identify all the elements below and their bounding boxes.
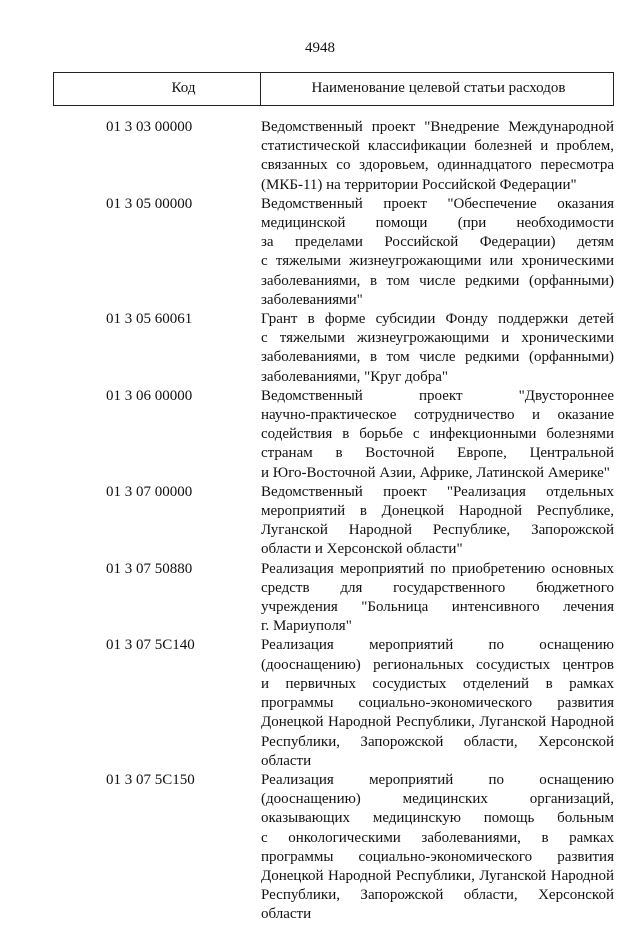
row-name-line: Республики, Запорожской области, Херсонской: [261, 733, 614, 750]
row-name-line: программы социально-экономического развития: [261, 695, 614, 712]
row-name: [258, 195, 614, 310]
row-name-line: заболеваниями": [261, 291, 363, 308]
row-name-line: области и Херсонской области": [261, 541, 463, 558]
row-name-line: (дооснащению) медицинских организаций,: [261, 791, 614, 808]
table-body: [53, 118, 614, 925]
row-code: 01 3 06 00000: [106, 387, 193, 404]
row-name-line: области: [261, 906, 312, 923]
row-name-line: Реализация мероприятий по приобретению основных: [261, 560, 614, 577]
row-name-line: заболеваниями, в том числе редкими (орфанными): [261, 272, 614, 289]
row-name-line: Луганской Народной Республике, Запорожской: [261, 522, 614, 539]
table-header: [53, 72, 614, 106]
table-row: [53, 483, 614, 560]
row-name-line: Республики, Запорожской области, Херсонской: [261, 887, 614, 904]
row-name-line: Ведомственный проект "Реализация отдельных: [261, 483, 614, 500]
row-name-line: с тяжелыми жизнеугрожающими или хроническими: [261, 253, 614, 270]
row-name-line: г. Мариуполя": [261, 618, 352, 635]
row-name-line: за пределами Российской Федерации) детям: [261, 234, 614, 251]
row-name-line: Грант в форме субсидии Фонду поддержки детей: [261, 311, 614, 328]
row-name: [258, 636, 614, 770]
row-code: 01 3 07 5С150: [106, 771, 195, 788]
row-name-line: с тяжелыми жизнеугрожающими и хроническими: [261, 330, 614, 347]
row-name-line: Реализация мероприятий по оснащению: [261, 771, 614, 788]
row-name-line: содействия в борьбе с инфекционными болезнями: [261, 426, 614, 443]
table-row: [53, 310, 614, 387]
row-code: 01 3 07 50880: [106, 560, 193, 577]
table-row: [53, 560, 614, 637]
row-name-line: Донецкой Народной Республики, Луганской Народной: [261, 867, 614, 884]
row-code: 01 3 07 00000: [106, 483, 193, 500]
row-name: [258, 560, 614, 637]
row-name-line: медицинской помощи (при необходимости: [261, 215, 614, 232]
row-name-line: связанных со здоровьем, одиннадцатого пересмотра: [261, 157, 614, 174]
row-name-line: научно-практическое сотрудничество и оказание: [261, 407, 614, 424]
row-name-line: с онкологическими заболеваниями, в рамках: [261, 829, 614, 846]
column-header-code: Код: [54, 73, 261, 105]
row-name-line: учреждения "Больница интенсивного лечения: [261, 599, 614, 616]
row-name-line: Ведомственный проект "Обеспечение оказания: [261, 195, 614, 212]
table-row: [53, 118, 614, 195]
row-name-line: программы социально-экономического развития: [261, 848, 614, 865]
row-name-line: области: [261, 752, 312, 769]
row-name-line: и Юго-Восточной Азии, Африке, Латинской Америке": [261, 464, 610, 481]
row-name: [258, 310, 614, 387]
row-name-line: заболеваниями, в том числе редкими (орфанными): [261, 349, 614, 366]
row-code: 01 3 05 00000: [106, 195, 193, 212]
row-name-line: мероприятий в Донецкой Народной Республике,: [261, 503, 614, 520]
row-name-line: Ведомственный проект "Внедрение Международной: [261, 119, 614, 135]
table-row: [53, 387, 614, 483]
row-name-line: заболеваниями, "Круг добра": [261, 368, 449, 385]
row-name-line: Ведомственный проект "Двустороннее: [261, 387, 614, 404]
table-row: [53, 195, 614, 310]
row-code: 01 3 07 5С140: [106, 637, 195, 654]
column-header-name: Наименование целевой статьи расходов: [311, 80, 566, 97]
row-name-line: и первичных сосудистых отделений в рамках: [261, 675, 614, 692]
row-name-line: (МКБ-11) на территории Российской Федерации": [261, 176, 577, 193]
row-name-line: статистической классификации болезней и проблем,: [261, 138, 614, 155]
row-name-line: оказывающих медицинскую помощь больным: [261, 810, 614, 827]
row-name-line: средств для государственного бюджетного: [261, 579, 614, 596]
row-name: [258, 771, 614, 925]
row-name: [258, 387, 614, 483]
row-name-line: (дооснащению) региональных сосудистых центров: [261, 656, 614, 673]
row-name-line: странам в Восточной Европе, Центральной: [261, 445, 614, 462]
row-name-line: Донецкой Народной Республики, Луганской Народной: [261, 714, 614, 731]
row-code: 01 3 05 60061: [106, 311, 193, 328]
page-number: 4948: [305, 40, 335, 56]
table-row: [53, 771, 614, 925]
row-name: [258, 118, 614, 195]
row-name: [258, 483, 614, 560]
row-name-line: Реализация мероприятий по оснащению: [261, 637, 614, 654]
row-code: 01 3 03 00000: [106, 119, 193, 135]
table-row: [53, 636, 614, 770]
